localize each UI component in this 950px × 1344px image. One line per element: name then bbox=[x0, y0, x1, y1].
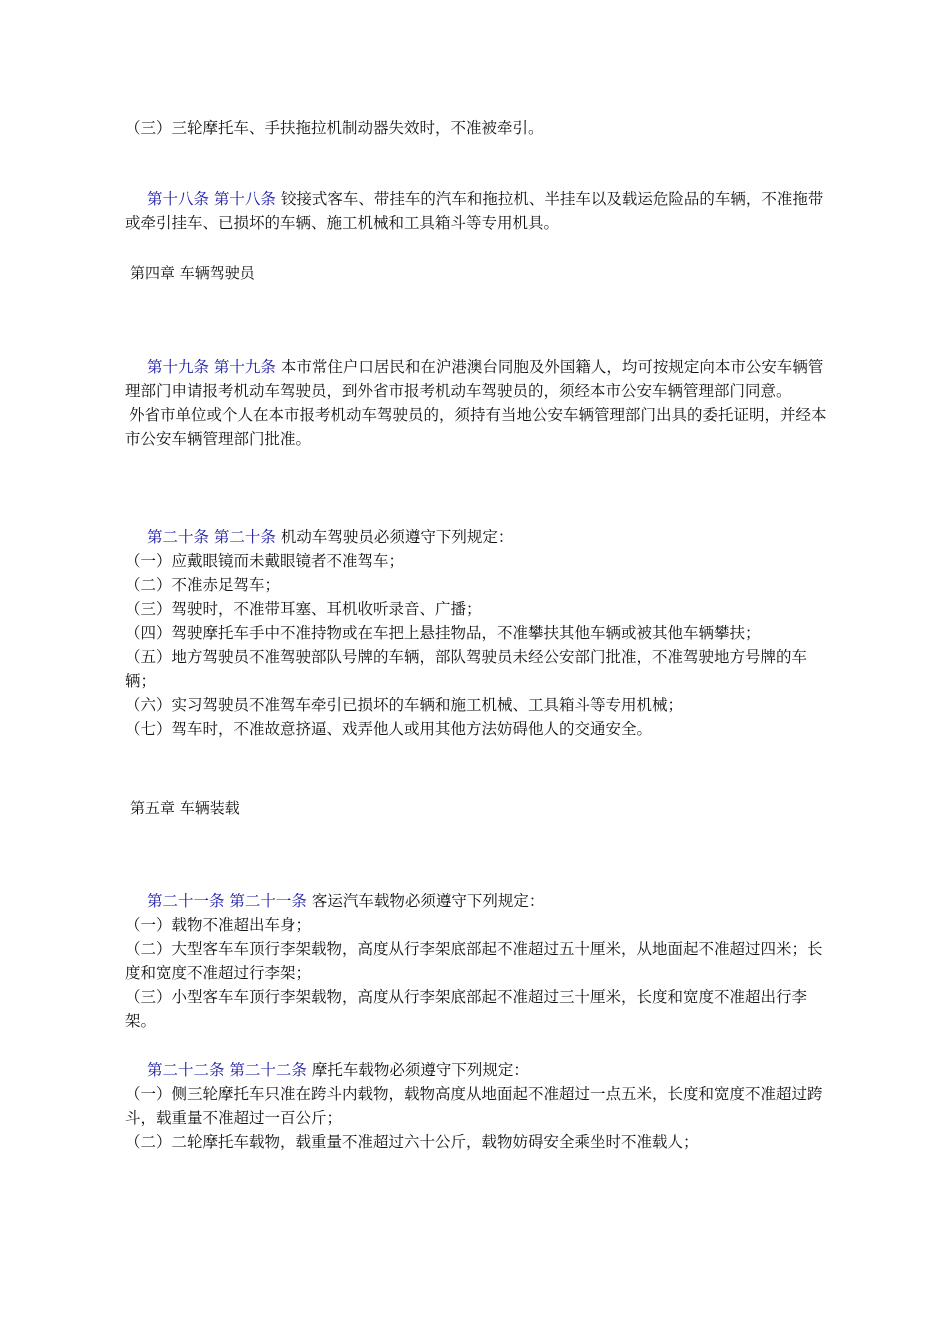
article-20-text: 机动车驾驶员必须遵守下列规定： bbox=[275, 528, 514, 546]
article-19 bbox=[125, 355, 835, 451]
article-21 bbox=[125, 889, 835, 1033]
chapter-5-title: 第五章 车辆装载 bbox=[130, 799, 240, 817]
article-18-number: 第十八条 第十八条 bbox=[147, 190, 276, 208]
article-22 bbox=[125, 1058, 835, 1154]
list-item: （六）实习驾驶员不准驾车牵引已损坏的车辆和施工机械、工具箱斗等专用机械； bbox=[125, 696, 684, 714]
list-item: （三）小型客车车顶行李架载物，高度从行李架底部起不准超过三十厘米，长度和宽度不准超出行李架。 bbox=[125, 988, 808, 1030]
article-18-text: 铰接式客车、带挂车的汽车和拖拉机、半挂车以及载运危险品的车辆，不准拖带或牵引挂车、已损坏的车辆、施工机械和工具箱斗等专用机具。 bbox=[125, 190, 824, 232]
article-19-text: 本市常住户口居民和在沪港澳台同胞及外国籍人，均可按规定向本市公安车辆管理部门申请报考机动车驾驶员，到外省市报考机动车驾驶员的，须经本市公安车辆管理部门同意。 bbox=[125, 358, 824, 400]
article-22-number: 第二十二条 第二十二条 bbox=[147, 1061, 307, 1079]
list-item: （三）驾驶时，不准带耳塞、耳机收听录音、广播； bbox=[125, 600, 482, 618]
list-item: （一）应戴眼镜而未戴眼镜者不准驾车； bbox=[125, 552, 405, 570]
list-item: （一）侧三轮摩托车只准在跨斗内载物，载物高度从地面起不准超过一点五米，长度和宽度不准超过跨斗，载重量不准超过一百公斤； bbox=[125, 1085, 823, 1127]
article-18 bbox=[125, 187, 835, 235]
list-item: （五）地方驾驶员不准驾驶部队号牌的车辆，部队驾驶员未经公安部门批准，不准驾驶地方号牌的车辆； bbox=[125, 648, 808, 690]
chapter-4-title: 第四章 车辆驾驶员 bbox=[130, 264, 255, 282]
article-19-number: 第十九条 第十九条 bbox=[147, 358, 276, 376]
list-item: （四）驾驶摩托车手中不准持物或在车把上悬挂物品，不准攀扶其他车辆或被其他车辆攀扶； bbox=[125, 624, 761, 642]
list-item: （一）载物不准超出车身； bbox=[125, 916, 312, 934]
clause-3-tricycle-brake: （三）三轮摩托车、手扶拖拉机制动器失效时，不准被牵引。 bbox=[125, 119, 544, 137]
article-21-number: 第二十一条 第二十一条 bbox=[147, 892, 307, 910]
list-item: （二）不准赤足驾车； bbox=[125, 576, 281, 594]
article-19-para2: 外省市单位或个人在本市报考机动车驾驶员的，须持有当地公安车辆管理部门出具的委托证明，并经本市公安车辆管理部门批准。 bbox=[125, 406, 827, 448]
article-22-text: 摩托车载物必须遵守下列规定： bbox=[306, 1061, 529, 1079]
list-item: （二）大型客车车顶行李架载物，高度从行李架底部起不准超过五十厘米，从地面起不准超过四米；长度和宽度不准超过行李架； bbox=[125, 940, 823, 982]
list-item: （七）驾车时，不准故意挤逼、戏弄他人或用其他方法妨碍他人的交通安全。 bbox=[125, 720, 653, 738]
article-20-number: 第二十条 第二十条 bbox=[147, 528, 276, 546]
list-item: （二）二轮摩托车载物，载重量不准超过六十公斤，载物妨碍安全乘坐时不准载人； bbox=[125, 1133, 699, 1151]
article-21-text: 客运汽车载物必须遵守下列规定： bbox=[306, 892, 545, 910]
article-20 bbox=[125, 525, 835, 741]
